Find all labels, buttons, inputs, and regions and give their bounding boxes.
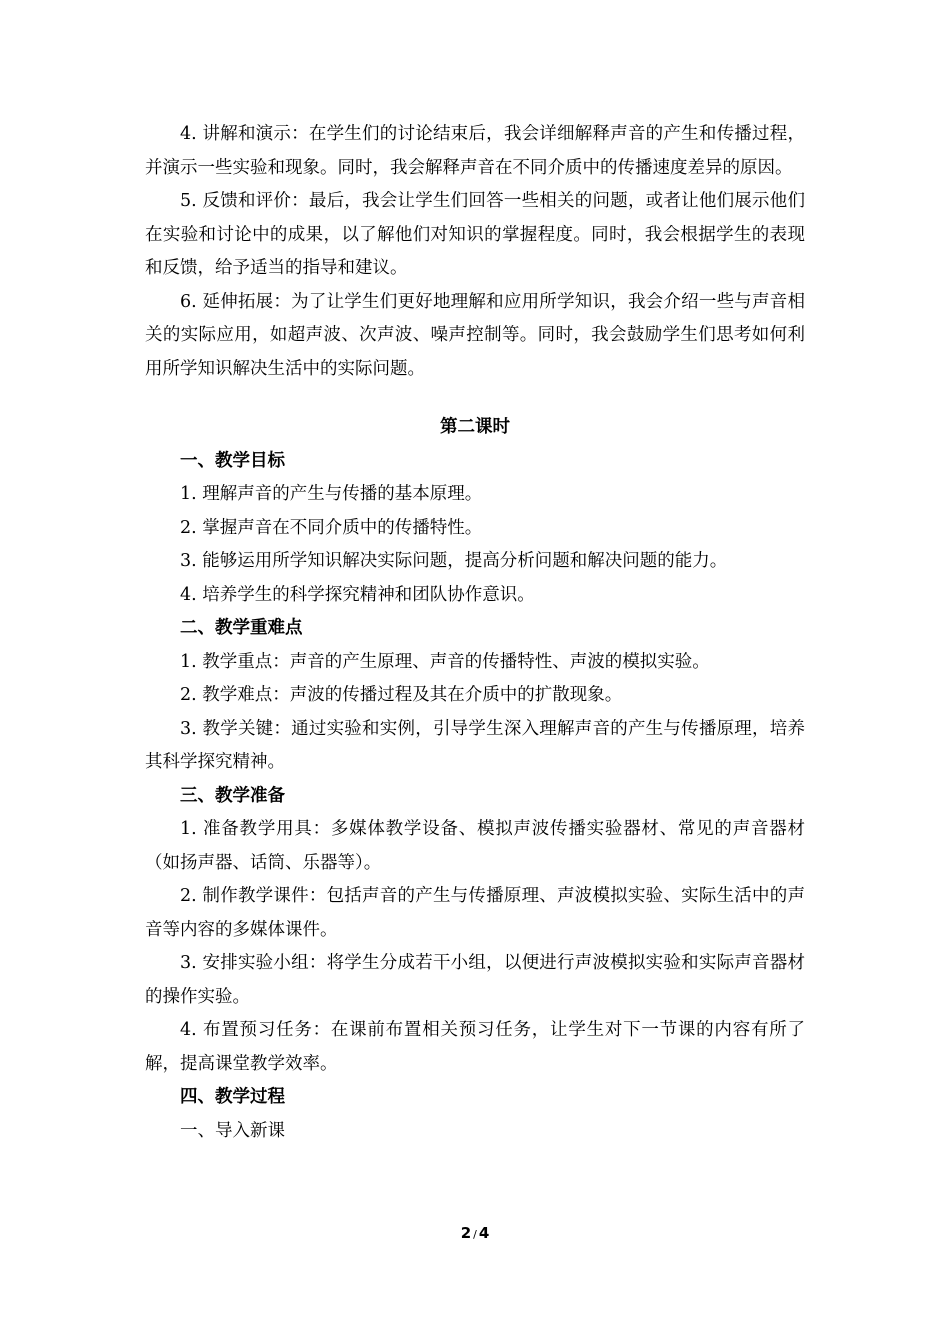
paragraph-extension: 6. 延伸拓展：为了让学生们更好地理解和应用所学知识，我会介绍一些与声音相关的实际应用，如超声波、次声波、噪声控制等。同时，我会鼓励学生们思考如何利用所学知识解决生活中的实际问题。: [145, 291, 805, 379]
page-number: [0, 1224, 950, 1242]
document-page: [145, 118, 805, 1148]
list-item: 1. 教学重点：声音的产生原理、声音的传播特性、声波的模拟实验。: [180, 651, 710, 672]
total-page-count: 4: [478, 1224, 490, 1242]
list-item: 2. 掌握声音在不同介质中的传播特性。: [180, 517, 483, 538]
heading-teaching-goals: 一、教学目标: [180, 450, 285, 471]
list-item: 3. 安排实验小组：将学生分成若干小组，以便进行声波模拟实验和实际声音器材的操作实验。: [145, 953, 805, 1007]
list-item: 4. 布置预习任务：在课前布置相关预习任务，让学生对下一节课的内容有所了解，提高课堂教学效率。: [145, 1020, 805, 1074]
list-item: 1. 理解声音的产生与传播的基本原理。: [180, 484, 483, 504]
list-item: 2. 教学难点：声波的传播过程及其在介质中的扩散现象。: [180, 685, 623, 705]
current-page-number: 2: [460, 1224, 472, 1242]
heading-process: 四、教学过程: [180, 1087, 285, 1107]
list-item: 一、导入新课: [180, 1120, 285, 1141]
section-title: 第二课时: [440, 417, 510, 437]
list-item: 4. 培养学生的科学探究精神和团队协作意识。: [180, 584, 535, 605]
heading-key-points: 二、教学重难点: [180, 618, 303, 638]
paragraph-feedback-evaluation: 5. 反馈和评价：最后，我会让学生们回答一些相关的问题，或者让他们展示他们在实验和讨论中的成果，以了解他们对知识的掌握程度。同时，我会根据学生的表现和反馈，给予适当的指导和建议。: [145, 191, 805, 278]
page-separator: /: [473, 1228, 477, 1241]
list-item: 1. 准备教学用具：多媒体教学设备、模拟声波传播实验器材、常见的声音器材（如扬声器、话筒、乐器等）。: [145, 819, 805, 873]
paragraph-explain-demo: 4. 讲解和演示：在学生们的讨论结束后，我会详细解释声音的产生和传播过程，并演示一些实验和现象。同时，我会解释声音在不同介质中的传播速度差异的原因。: [145, 124, 805, 178]
list-item: 2. 制作教学课件：包括声音的产生与传播原理、声波模拟实验、实际生活中的声音等内容的多媒体课件。: [145, 886, 805, 940]
list-item: 3. 能够运用所学知识解决实际问题，提高分析问题和解决问题的能力。: [180, 551, 728, 571]
list-item: 3. 教学关键：通过实验和实例，引导学生深入理解声音的产生与传播原理，培养其科学探究精神。: [145, 718, 805, 772]
heading-preparation: 三、教学准备: [180, 785, 285, 806]
